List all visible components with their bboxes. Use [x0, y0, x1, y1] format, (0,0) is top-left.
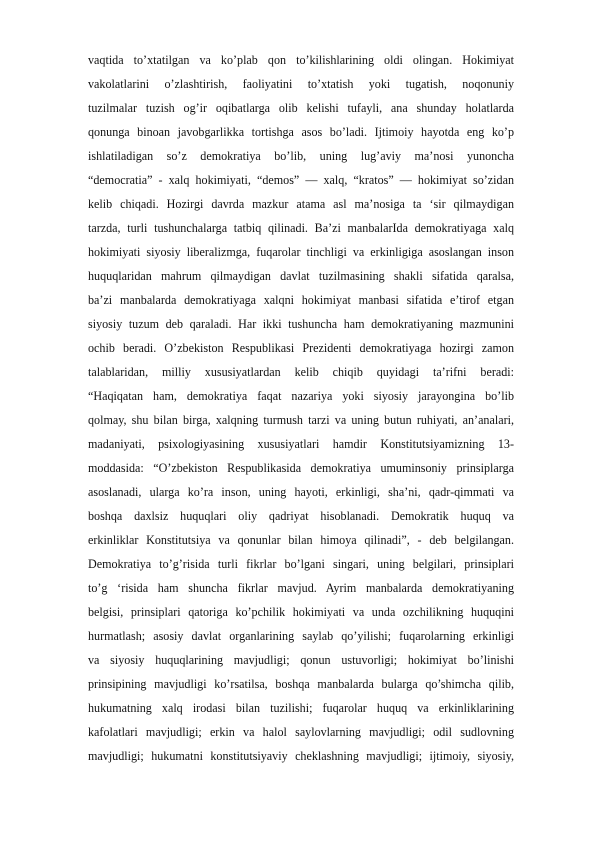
text-line: ba’zi manbalarda demokratiyaga xalqni hokimiyat manbasi sifatida e’tirof etgan: [88, 293, 514, 307]
text-line: hukumatning xalq irodasi bilan tuzilishi; fuqarolar huquq va erkinliklarining: [88, 701, 514, 715]
text-line: ochib beradi. O’zbekiston Respublikasi Prezidenti demokratiyaga hozirgi zamon: [88, 341, 514, 355]
text-line: “Haqiqatan ham, demokratiya faqat nazariya yoki siyosiy jarayongina bo’lib: [88, 389, 514, 403]
text-line: to’g ‘risida ham shuncha fikrlar mavjud. Ayrim manbalarda demokratiyaning: [88, 581, 514, 595]
text-line: va siyosiy huquqlarining mavjudligi; qonun ustuvorligi; hokimiyat bo’linishi: [88, 653, 514, 667]
text-line: kelib chiqadi. Hozirgi davrda mazkur atama asl ma’nosiga ta ‘sir qilmaydigan: [88, 197, 514, 211]
text-line: boshqa daxlsiz huquqlari oliy qadriyat hisoblanadi. Demokratik huquq va: [88, 509, 514, 523]
text-line: hurmatlash; asosiy davlat organlarining saylab qo’yilishi; fuqarolarning erkinligi: [88, 629, 514, 643]
text-line: tuzilmalar tuzish og’ir oqibatlarga olib kelishi tufayli, ana shunday holatlarda: [88, 101, 514, 115]
text-line: asoslanadi, ularga ko’ra inson, uning hayoti, erkinligi, sha’ni, qadr-qimmati va: [88, 485, 514, 499]
text-line: prinsipining mavjudligi ko’rsatilsa, boshqa manbalarda bularga qo’shimcha qilib,: [88, 677, 514, 691]
text-line: qolmay, shu bilan birga, xalqning turmush tarzi va uning butun ruhiyati, an’analari,: [88, 413, 514, 427]
text-line: vaqtida to’xtatilgan va ko’plab qon to’kilishlarining oldi olingan. Hokimiyat: [88, 53, 514, 67]
text-line: talablaridan, milliy xususiyatlardan kelib chiqib quyidagi ta’rifni beradi:: [88, 365, 514, 379]
text-line: qonunga binoan javobgarlikka tortishga asos bo’ladi. Ijtimoiy hayotda eng ko’p: [88, 125, 514, 139]
body-paragraph: [88, 48, 514, 768]
text-line: “democratia” - xalq hokimiyati, “demos” — xalq, “kratos” — hokimiyat so’zidan: [88, 173, 514, 187]
text-line: vakolatlarini o’zlashtirish, faoliyatini to’xtatish yoki tugatish, noqonuniy: [88, 77, 514, 91]
text-line: kafolatlari mavjudligi; erkin va halol saylovlarning mavjudligi; odil sudlovning: [88, 725, 514, 739]
text-line: siyosiy tuzum deb qaraladi. Har ikki tushuncha ham demokratiyaning mazmunini: [88, 317, 514, 331]
text-line: Demokratiya to’g’risida turli fikrlar bo’lgani singari, uning belgilari, prinsiplari: [88, 557, 514, 571]
text-line: moddasida: “O’zbekiston Respublikasida demokratiya umuminsoniy prinsiplarga: [88, 461, 514, 475]
text-line: mavjudligi; hukumatni konstitutsiyaviy cheklashning mavjudligi; ijtimoiy, siyosiy,: [88, 749, 514, 763]
text-line: hokimiyati siyosiy liberalizmga, fuqarolar tinchligi va erkinligiga asoslangan inson: [88, 245, 514, 259]
text-line: tarzda, turli tushunchalarga tatbiq qilinadi. Ba’zi manbalarІda demokratiyaga xalq: [88, 221, 514, 235]
text-line: madaniyati, psixologiyasining xususiyatlari hamdir Konstitutsiyamizning 13-: [88, 437, 514, 451]
text-line: huquqlaridan mahrum qilmaydigan davlat tuzilmasining shakli sifatida qaralsa,: [88, 269, 514, 283]
text-line: ishlatiladigan so’z demokratiya bo’lib, uning lug’aviy ma’nosi yunoncha: [88, 149, 514, 163]
text-line: belgisi, prinsiplari qatoriga ko’pchilik hokimiyati va unda ozchilikning huquqini: [88, 605, 514, 619]
text-line: erkinliklar Konstitutsiya va qonunlar bilan himoya qilinadi”, - deb belgilangan.: [88, 533, 514, 547]
